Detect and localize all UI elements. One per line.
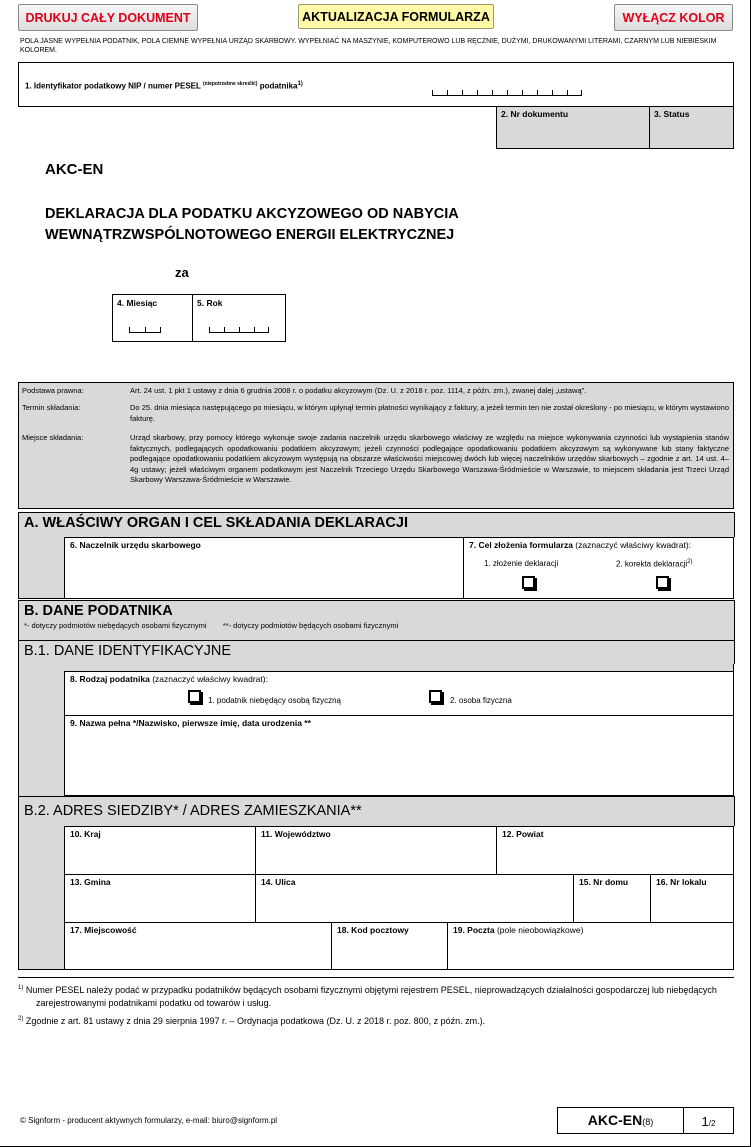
footnote-2: $^{2)}$ Zgodnie z art. 81 ustawy z dnia 29 sierpnia 1997 r. – Ordynacja podatkowa (Dz. U. z 2018 r. poz. 800, z późn. zm.).	[18, 1016, 486, 1026]
submission-checkbox[interactable]	[522, 576, 535, 589]
city-field[interactable]: 17. Miejscowość	[64, 922, 332, 970]
house-number-field[interactable]: 15. Nr domu	[573, 874, 651, 923]
fill-instruction: POLA JASNE WYPEŁNIA PODATNIK, POLA CIEMNE WYPEŁNIA URZĄD SKARBOWY. WYPEŁNIAĆ NA MASZYNIE, KOMPUTEROWO LUB RĘCZNIE, DUŻYMI, DRUKOWANYMI LITERAMI, CZARNYM LUB NIEBIESKIM KOLOREM.	[20, 38, 717, 54]
status-field: 3. Status	[650, 106, 734, 149]
footer-form-code-box: AKC-EN(8) 1/2	[557, 1107, 734, 1134]
year-field[interactable]: 5. Rok	[192, 294, 286, 342]
month-field[interactable]: 4. Miesiąc	[112, 294, 193, 342]
county-field[interactable]: 12. Powiat	[496, 826, 734, 875]
legal-basis-row: Podstawa prawna: Art. 24 ust. 1 pkt 1 ustawy z dnia 6 grudnia 2008 r. o podatku akcyzowym (Dz. U. z 2018 r. poz. 1114, z późn. zm.), zwanej dalej „ustawą”.	[22, 386, 587, 395]
deadline-row: Termin składania: Do 25. dnia miesiąca następującego po miesiącu, w którym upłynął termin płatności wynikający z faktury, a jeżeli termin ten nie został określony - po miesiącu, w którym wystawiono fakturę.	[22, 403, 729, 423]
period-za-label: za	[175, 265, 189, 280]
correction-checkbox[interactable]	[656, 576, 669, 589]
legal-entity-checkbox[interactable]	[188, 690, 201, 703]
postal-code-field[interactable]: 18. Kod pocztowy	[331, 922, 448, 970]
section-b-header: B. DANE PODATNIKA *- dotyczy podmiotów niebędących osobami fizycznymi **- dotyczy podmiotów będących osobami fizycznymi	[18, 600, 735, 640]
taxpayer-type-field: 8. Rodzaj podatnika (zaznaczyć właściwy kwadrat): 1. podatnik niebędący osobą fizyczną 2. osoba fizyczna	[64, 671, 734, 716]
municipality-field[interactable]: 13. Gmina	[64, 874, 256, 923]
option-correction-label: 2. korekta deklaracji$^{2)}$	[616, 559, 693, 569]
full-name-field[interactable]: 9. Nazwa pełna */Nazwisko, pierwsze imię, data urodzenia **	[64, 715, 734, 796]
header-nip-box	[18, 62, 734, 106]
update-form-button[interactable]: AKTUALIZACJA FORMULARZA	[298, 4, 494, 29]
tax-office-field[interactable]: 6. Naczelnik urzędu skarbowego	[64, 537, 464, 599]
nip-input[interactable]	[432, 89, 582, 96]
type-natural-person-label: 2. osoba fizyczna	[450, 696, 512, 705]
page-number: 1/2	[701, 1114, 716, 1129]
form-code: AKC-EN	[45, 161, 104, 178]
form-title: DEKLARACJA DLA PODATKU AKCYZOWEGO OD NABYCIA WEWNĄTRZWSPÓLNOTOWEGO ENERGII ELEKTRYCZNEJ	[45, 206, 459, 243]
footnote-1: $^{1)}$ Numer PESEL należy podać w przypadku podatników będących osobami fizycznymi objętymi rejestrem PESEL, nieprowadzących działalności gospodarczej lub niebędących zarejestrowanymi podatnikami podatku od towarów i usług.	[18, 985, 717, 1008]
purpose-field: 7. Cel złożenia formularza (zaznaczyć właściwy kwadrat): 1. złożenie deklaracji 2. korekta deklaracji$^{2)}$	[463, 537, 734, 599]
street-field[interactable]: 14. Ulica	[255, 874, 574, 923]
color-off-button[interactable]: WYŁĄCZ KOLOR	[614, 4, 733, 31]
country-field[interactable]: 10. Kraj	[64, 826, 256, 875]
section-b2-header: B.2. ADRES SIEDZIBY* / ADRES ZAMIESZKANIA**	[18, 796, 735, 826]
post-office-field[interactable]: 19. Poczta (pole nieobowiązkowe)	[447, 922, 734, 970]
option-submission-label: 1. złożenie deklaracji	[484, 559, 559, 568]
place-row: Miejsce składania: Urząd skarbowy, przy pomocy którego wykonuje swoje zadania naczelnik urzędu skarbowego właściwy ze względu na miejsce wykonywania czynności lub wystąpienia stanów faktycznych, podlegających opodatkowaniu podatkiem akcyzowym; jeżeli czynności podlegające opodatkowaniu podatkiem akcyzowym są wykonywane lub stany faktyczne podlegające opodatkowaniu podatkiem akcyzowym występują na obszarze właściwości miejscowej dwóch lub więcej naczelników urzędów skarbowych – zgodnie z art. 14 ust. 4–4g ustawy; jeżeli właściwym organem podatkowym jest Naczelnik Trzeciego Urzędu Skarbowego Warszawa-Śródmieście w Warszawie, to miejscem składania jest Trzeci Urząd Skarbowy Warszawa-Śródmieście w Warszawie.	[22, 433, 729, 484]
document-number-field: 2. Nr dokumentu	[496, 106, 650, 149]
note-natural-persons: **- dotyczy podmiotów będących osobami fizycznymi	[222, 621, 399, 630]
note-legal-entities: *- dotyczy podmiotów niebędących osobami fizycznymi	[24, 621, 207, 630]
copyright-note: © Signform - producent aktywnych formularzy, e-mail: biuro@signform.pl	[20, 1116, 278, 1125]
apartment-number-field[interactable]: 16. Nr lokalu	[650, 874, 734, 923]
type-legal-entity-label: 1. podatnik niebędący osobą fizyczną	[208, 696, 341, 705]
section-a-header: A. WŁAŚCIWY ORGAN I CEL SKŁADANIA DEKLARACJI	[18, 512, 735, 537]
section-b1-header: B.1. DANE IDENTYFIKACYJNE	[18, 640, 735, 664]
nip-label: 1. Identyfikator podatkowy NIP / numer PESEL $^{(niepotrzebne skreślić)}$ podatnika$^{1)}$	[25, 81, 303, 91]
voivodeship-field[interactable]: 11. Województwo	[255, 826, 497, 875]
print-document-button[interactable]: DRUKUJ CAŁY DOKUMENT	[18, 4, 198, 31]
natural-person-checkbox[interactable]	[429, 690, 442, 703]
